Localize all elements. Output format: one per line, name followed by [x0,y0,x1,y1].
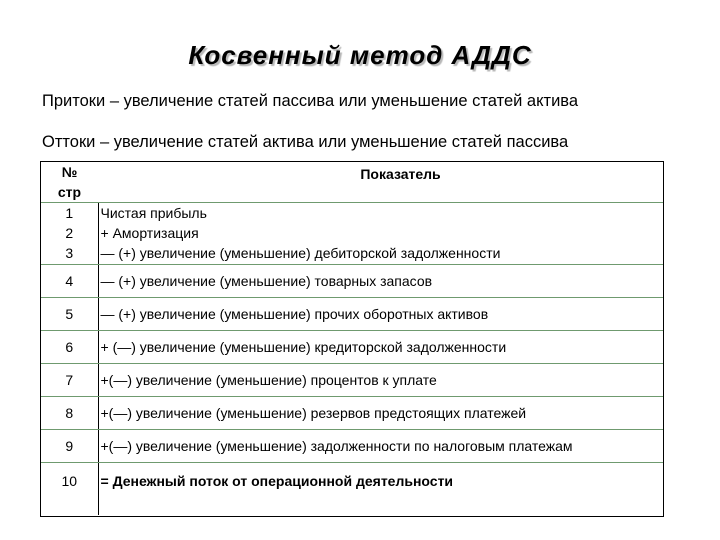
outflows-definition: Оттоки – увеличение статей актива или уменьшение статей пассива [42,133,569,151]
row-number: 2 [65,224,74,241]
table-row [41,243,663,265]
row-number: 7 [41,364,98,397]
table-row [41,397,663,430]
row-indicator: — (+) увеличение (уменьшение) товарных запасов [98,265,663,298]
table-row [41,223,663,243]
table-row [41,203,663,223]
row-indicator: +(—) увеличение (уменьшение) процентов к уплате [98,364,663,397]
row-indicator: + (—) увеличение (уменьшение) кредиторской задолженности [98,331,663,364]
row-indicator: + Амортизация [98,223,663,243]
row-number: 5 [41,298,98,331]
slide-title: Косвенный метод АДДС [188,40,532,70]
row-number: 4 [41,265,98,298]
table-row [41,298,663,331]
table-row [41,331,663,364]
table-row [41,430,663,463]
inflows-definition: Притоки – увеличение статей пассива или уменьшение статей актива [42,92,579,110]
row-number: 9 [41,430,98,463]
header-num-abbr: стр [57,184,82,200]
table-row-total [41,463,663,515]
header-num-symbol: № [61,164,78,180]
row-indicator-total: = Денежный поток от операционной деятельности [98,463,663,515]
row-indicator: — (+) увеличение (уменьшение) прочих оборотных активов [98,298,663,331]
row-number: 3 [41,243,98,265]
table-row [41,265,663,298]
row-number: 8 [41,397,98,430]
header-indicator: Показатель [98,162,663,203]
indirect-method-table [40,161,664,517]
row-indicator: +(—) увеличение (уменьшение) резервов предстоящих платежей [98,397,663,430]
header-num-cell [41,162,98,203]
row-number: 1 [65,204,74,221]
row-number: 10 [61,473,78,489]
row-number: 6 [41,331,98,364]
row-indicator: — (+) увеличение (уменьшение) дебиторской задолженности [98,243,663,265]
table-header-row [41,162,663,203]
table-row [41,364,663,397]
row-indicator: Чистая прибыль [98,203,663,223]
row-indicator: +(—) увеличение (уменьшение) задолженности по налоговым платежам [98,430,663,463]
